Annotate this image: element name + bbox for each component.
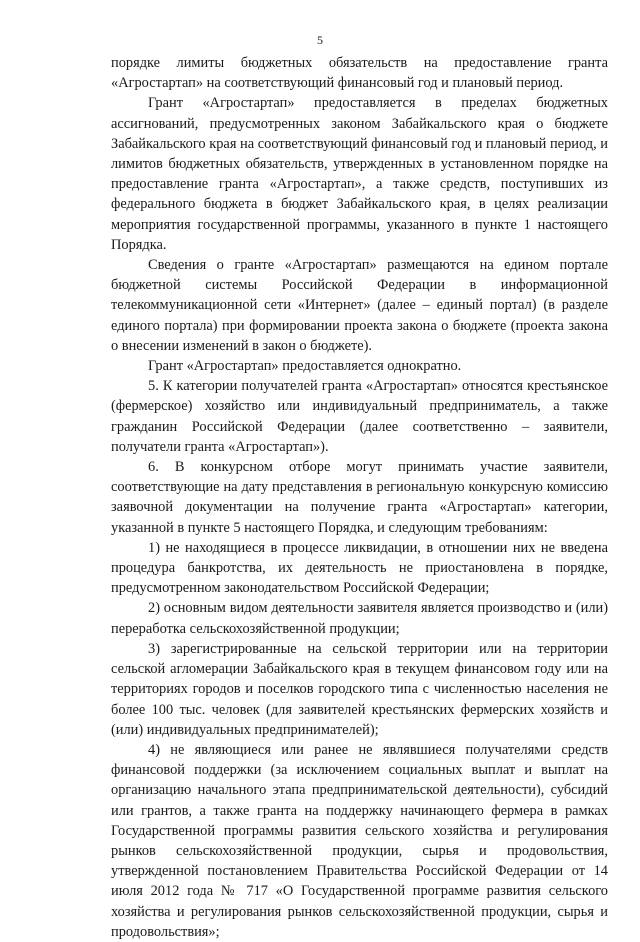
paragraph-requirement-4: 4) не являющиеся или ранее не являвшиеся получателями средств финансовой поддержки (за исключением социальных выплат и выплат на организацию начального этапа предпринимательской деятельности), субсидий или грантов, а также гранта на поддержку начинающего фермера в рамках Государственной программы развития сельского хозяйства и регулирования рынков сельскохозяйственной продукции, сырья и продовольствия, утвержденной постановлением Правительства Российской Федерации от 14 июля 2012 года № 717 «О Государственной программе развития сельского хозяйства и регулирования рынков сельскохозяйственной продукции, сырья и продовольствия»;	[111, 741, 608, 940]
paragraph-grant-info-portal: Сведения о гранте «Агростартап» размещаются на едином портале бюджетной системы Российской Федерации в информационной телекоммуникационной сети «Интернет» (далее – единый портал) (в разделе единого портала) при формировании проекта закона о бюджете (проекта закона о внесении изменений в закон о бюджете).	[111, 257, 608, 354]
page-number: 5	[317, 33, 323, 47]
paragraph-requirement-2: 2) основным видом деятельности заявителя является производство и (или) переработка сельскохозяйственной продукции;	[111, 600, 608, 637]
document-body	[111, 53, 608, 942]
paragraph-continuation: порядке лимиты бюджетных обязательств на предоставление гранта «Агростартап» на соответствующий финансовый год и плановый период.	[111, 55, 608, 92]
paragraph-requirement-3: 3) зарегистрированные на сельской территории или на территории сельской агломерации Забайкальского края в текущем финансовом году или на территориях городов и поселков городского типа с численностью населения не более 100 тыс. человек (для заявителей крестьянских фермерских хозяйств и (или) индивидуальных предпринимателей);	[111, 640, 608, 738]
paragraph-item-5: 5. К категории получателей гранта «Агростартап» относятся крестьянское (фермерское) хозяйство или индивидуальный предприниматель, а также гражданин Российской Федерации (далее соответственно – заявители, получатели гранта «Агростартап»).	[111, 378, 608, 455]
paragraph-item-6: 6. В конкурсном отборе могут принимать участие заявители, соответствующие на дату представления в региональную конкурсную комиссию заявочной документации на получение гранта «Агростартап» категории, указанной в пункте 5 настоящего Порядка, и следующим требованиям:	[111, 459, 608, 536]
paragraph-grant-funding: Грант «Агростартап» предоставляется в пределах бюджетных ассигнований, предусмотренных законом Забайкальского края о бюджете Забайкальского края на соответствующий финансовый год и плановый период, и лимитов бюджетных обязательств, утвержденных в установленном порядке на предоставление гранта «Агростартап», а также средств, поступивших из федерального бюджета в бюджет Забайкальского края, в целях реализации мероприятия государственной программы, указанного в пункте 1 настоящего Порядка.	[111, 95, 608, 253]
paragraph-requirement-1: 1) не находящиеся в процессе ликвидации, в отношении них не введена процедура банкротства, их деятельность не приостановлена в порядке, предусмотренном законодательством Российской Федерации;	[111, 539, 608, 597]
paragraph-grant-once: Грант «Агростартап» предоставляется однократно.	[148, 358, 462, 375]
